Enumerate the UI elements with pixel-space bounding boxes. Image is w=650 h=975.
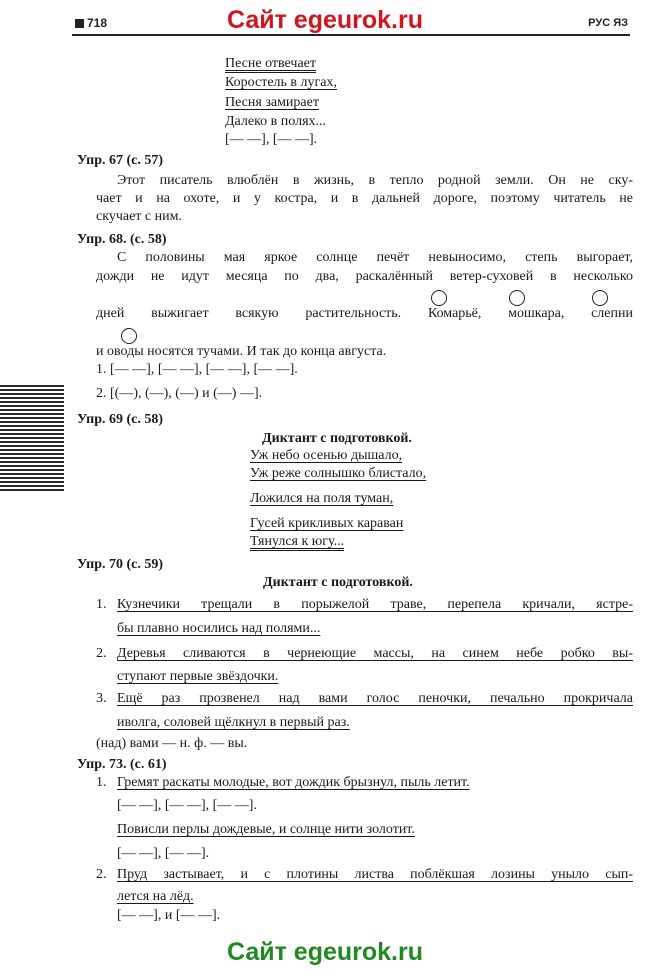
ex68-line: и оводы носятся тучами. И так до конца августа. — [96, 344, 387, 359]
poem-line: Песня замирает — [225, 95, 319, 110]
ex70-title: Упр. 70 (с. 59) — [77, 557, 164, 572]
circle-mark — [509, 290, 525, 306]
circle-mark — [431, 290, 447, 306]
ex70-note: (над) вами — н. ф. — вы. — [96, 736, 248, 751]
item-number: 1. — [96, 775, 107, 790]
ex69-line: Ложился на поля туман, — [250, 491, 394, 506]
site-watermark-bottom: Сайт egeurok.ru — [226, 938, 424, 966]
circle-mark — [592, 290, 608, 306]
item-number: 2. — [96, 646, 107, 661]
ex70-line: Кузнечики трещали в порыжелой траве, перепела кричали, ястре- — [117, 597, 633, 612]
poem-line: Коростель в лугах, — [225, 75, 337, 90]
ex73-scheme: [— —], [— —]. — [117, 846, 210, 861]
ex68-line: дожди не идут месяца по два, раскалённый ветер-суховей в несколько — [96, 269, 633, 284]
circle-mark — [121, 328, 137, 344]
ex70-line: Деревья сливаются в чернеющие массы, на синем небе робко вы- — [117, 646, 633, 661]
ex69-title: Упр. 69 (с. 58) — [77, 412, 164, 427]
ex68-scheme: 2. [(—), (—), (—) и (—) —]. — [96, 386, 263, 401]
ex73-title: Упр. 73. (с. 61) — [77, 757, 167, 772]
ex67-line: чает и на охоте, и у костра, и в дальней дороге, поэтому читатель не — [96, 191, 633, 206]
ex73-line: Гремят раскаты молодые, вот дождик брызнул, пыль летит. — [117, 775, 470, 790]
ex69-line: Уж реже солнышко блистало, — [250, 466, 427, 481]
ex73-line: Пруд застывает, и с плотины листва поблёкшая лозины уныло сып- — [117, 867, 633, 882]
ex70-subtitle: Диктант с подготовкой. — [263, 575, 413, 590]
ex70-line: иволга, соловей щёлкнул в первый раз. — [117, 715, 350, 730]
poem-scheme: [— —], [— —]. — [225, 132, 318, 147]
header-rule — [72, 34, 630, 36]
item-number: 3. — [96, 691, 107, 706]
ex73-scheme: [— —], [— —], [— —]. — [117, 798, 257, 813]
ex69-subtitle: Диктант с подготовкой. — [262, 431, 412, 446]
poem-line: Далеко в полях... — [225, 114, 327, 129]
ex67-line: скучает с ним. — [96, 209, 182, 224]
ex68-line: дней выжигает всякую растительность. Комарьё, мошкара, слепни — [96, 306, 633, 321]
ex70-line: ступают первые звёздочки. — [117, 669, 279, 684]
subject-label: РУС ЯЗ — [588, 17, 628, 29]
ex70-line: бы плавно носились над полями... — [117, 621, 321, 636]
ex73-scheme: [— —], и [— —]. — [117, 908, 221, 923]
ex73-line: Повисли перлы дождевые, и солнце нити золотит. — [117, 822, 415, 837]
poem-line: Песне отвечает — [225, 56, 317, 71]
page-edge-tab — [0, 385, 64, 491]
ex69-line: Тянулся к югу... — [250, 534, 345, 549]
ex70-line: Ещё раз прозвенел над вами голос пеночки, печально прокричала — [117, 691, 633, 706]
site-watermark-top: Сайт egeurok.ru — [226, 6, 424, 34]
ex69-line: Гусей крикливых караван — [250, 516, 404, 531]
ex73-line: лется на лёд. — [117, 889, 194, 904]
ex69-line: Уж небо осенью дышало, — [250, 448, 403, 463]
ex68-title: Упр. 68. (с. 58) — [77, 232, 167, 247]
ex67-line: Этот писатель влюблён в жизнь, в тепло родной земли. Он не ску- — [117, 173, 633, 188]
ex68-line: С половины мая яркое солнце печёт невыносимо, степь выгорает, — [117, 250, 633, 265]
page-header — [0, 0, 650, 40]
page-number: 718 — [75, 16, 107, 30]
item-number: 2. — [96, 867, 107, 882]
ex68-scheme: 1. [— —], [— —], [— —], [— —]. — [96, 362, 298, 377]
ex67-title: Упр. 67 (с. 57) — [77, 153, 164, 168]
item-number: 1. — [96, 597, 107, 612]
